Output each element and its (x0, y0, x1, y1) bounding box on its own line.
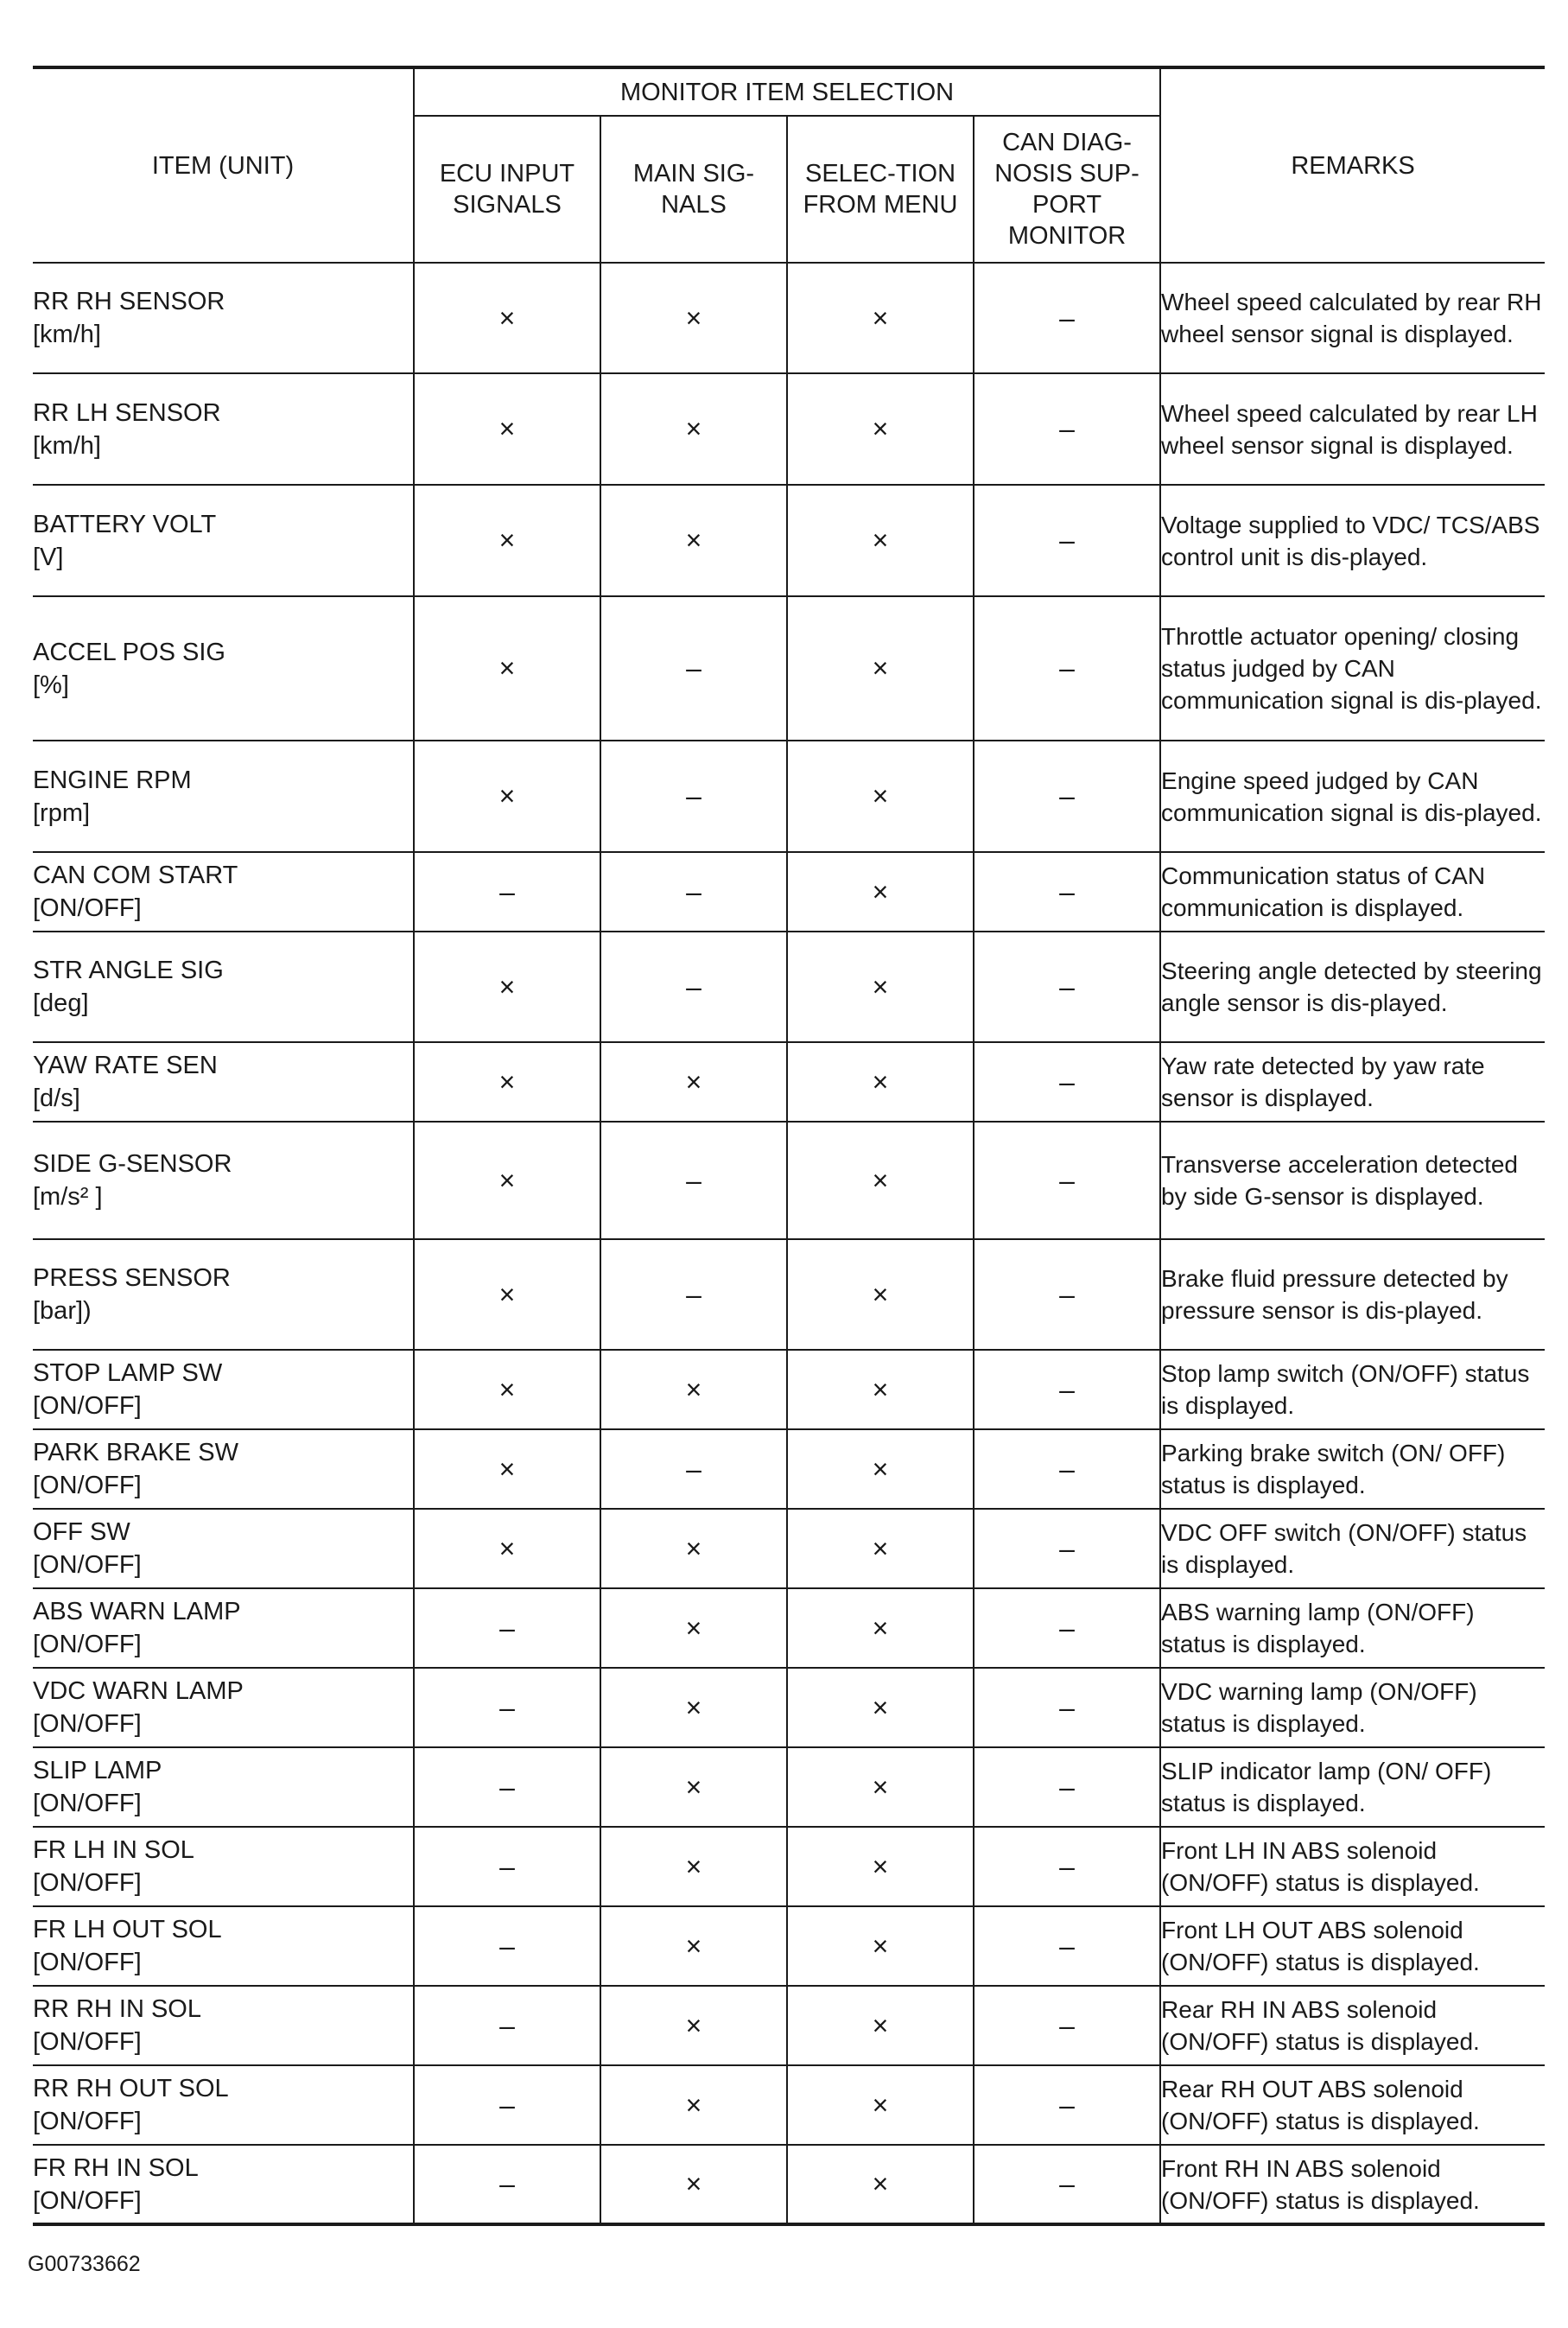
table-row (33, 1509, 1545, 1588)
item-unit: [ON/OFF] (33, 1710, 142, 1738)
can-diag-mark: – (974, 1668, 1160, 1747)
table-row (33, 741, 1545, 852)
selection-menu-mark: × (787, 2145, 974, 2224)
header-main-signals: MAIN SIG-NALS (600, 116, 787, 263)
can-diag-mark: – (974, 2145, 1160, 2224)
can-diag-mark: – (974, 1042, 1160, 1122)
ecu-input-mark: × (414, 1509, 600, 1588)
can-diag-mark: – (974, 596, 1160, 741)
item-name: RR LH SENSOR (33, 398, 221, 427)
header-ecu-input-signals: ECU INPUT SIGNALS (414, 116, 600, 263)
item-cell (33, 1668, 414, 1747)
ecu-input-mark: × (414, 1042, 600, 1122)
remarks-cell: Parking brake switch (ON/ OFF) status is displayed. (1160, 1429, 1545, 1509)
item-cell (33, 1122, 414, 1239)
table-row (33, 1668, 1545, 1747)
can-diag-mark: – (974, 1747, 1160, 1827)
item-cell (33, 1350, 414, 1429)
table-row (33, 2145, 1545, 2224)
main-signals-mark: × (600, 1588, 787, 1668)
item-name: STR ANGLE SIG (33, 957, 224, 984)
remarks-cell: Transverse acceleration detected by side G-sensor is displayed. (1160, 1122, 1545, 1239)
can-diag-mark: – (974, 1122, 1160, 1239)
item-cell (33, 1588, 414, 1668)
item-name: CAN COM START (33, 862, 238, 889)
main-signals-mark: – (600, 932, 787, 1042)
table-row (33, 1827, 1545, 1906)
main-signals-mark: × (600, 1350, 787, 1429)
can-diag-mark: – (974, 1827, 1160, 1906)
main-signals-mark: × (600, 263, 787, 373)
item-name: ENGINE RPM (33, 766, 192, 794)
item-name: ABS WARN LAMP (33, 1598, 241, 1625)
table-row (33, 1986, 1545, 2065)
item-cell (33, 1747, 414, 1827)
ecu-input-mark: × (414, 1429, 600, 1509)
item-unit: [ON/OFF] (33, 1869, 142, 1897)
table-row (33, 1350, 1545, 1429)
remarks-cell: Rear RH OUT ABS solenoid (ON/OFF) status is displayed. (1160, 2065, 1545, 2145)
item-name: SLIP LAMP (33, 1757, 162, 1784)
selection-menu-mark: × (787, 1986, 974, 2065)
main-signals-mark: × (600, 1042, 787, 1122)
ecu-input-mark: × (414, 1350, 600, 1429)
main-signals-mark: × (600, 485, 787, 596)
item-unit: [deg] (33, 989, 89, 1017)
remarks-cell: VDC warning lamp (ON/OFF) status is displayed. (1160, 1668, 1545, 1747)
remarks-cell: Rear RH IN ABS solenoid (ON/OFF) status is displayed. (1160, 1986, 1545, 2065)
selection-menu-mark: × (787, 1747, 974, 1827)
item-unit: [ON/OFF] (33, 1551, 142, 1579)
item-name: PARK BRAKE SW (33, 1439, 238, 1466)
item-unit: [bar]) (33, 1297, 92, 1325)
selection-menu-mark: × (787, 1509, 974, 1588)
item-cell (33, 1906, 414, 1986)
header-can-diagnosis-support-monitor: CAN DIAG-NOSIS SUP-PORT MONITOR (974, 116, 1160, 263)
remarks-cell: Brake fluid pressure detected by pressure sensor is dis-played. (1160, 1239, 1545, 1350)
selection-menu-mark: × (787, 1122, 974, 1239)
ecu-input-mark: – (414, 1747, 600, 1827)
table-row (33, 373, 1545, 485)
can-diag-mark: – (974, 1429, 1160, 1509)
ecu-input-mark: – (414, 1668, 600, 1747)
can-diag-mark: – (974, 485, 1160, 596)
item-name: OFF SW (33, 1518, 130, 1546)
table-row (33, 1906, 1545, 1986)
table-row (33, 2065, 1545, 2145)
item-name: FR LH OUT SOL (33, 1916, 222, 1943)
item-name: STOP LAMP SW (33, 1359, 223, 1387)
table-row (33, 263, 1545, 373)
selection-menu-mark: × (787, 1827, 974, 1906)
main-signals-mark: – (600, 852, 787, 932)
table-row (33, 1747, 1545, 1827)
selection-menu-mark: × (787, 1042, 974, 1122)
can-diag-mark: – (974, 932, 1160, 1042)
item-cell (33, 1042, 414, 1122)
main-signals-mark: × (600, 1986, 787, 2065)
main-signals-mark: – (600, 1122, 787, 1239)
selection-menu-mark: × (787, 263, 974, 373)
item-unit: [ON/OFF] (33, 2186, 142, 2215)
table-row (33, 1588, 1545, 1668)
main-signals-mark: – (600, 741, 787, 852)
item-name: SIDE G-SENSOR (33, 1150, 232, 1178)
remarks-cell: Front LH IN ABS solenoid (ON/OFF) status is displayed. (1160, 1827, 1545, 1906)
can-diag-mark: – (974, 1350, 1160, 1429)
item-name: RR RH SENSOR (33, 288, 225, 315)
ecu-input-mark: × (414, 263, 600, 373)
main-signals-mark: – (600, 596, 787, 741)
main-signals-mark: – (600, 1239, 787, 1350)
ecu-input-mark: – (414, 1986, 600, 2065)
table-row (33, 1122, 1545, 1239)
can-diag-mark: – (974, 2065, 1160, 2145)
item-cell (33, 373, 414, 485)
table-row (33, 852, 1545, 932)
main-signals-mark: × (600, 373, 787, 485)
item-unit: [V] (33, 543, 64, 571)
table-row (33, 596, 1545, 741)
remarks-cell: Wheel speed calculated by rear RH wheel sensor signal is displayed. (1160, 263, 1545, 373)
can-diag-mark: – (974, 373, 1160, 485)
item-unit: [ON/OFF] (33, 1472, 142, 1499)
item-cell (33, 596, 414, 741)
item-cell (33, 1239, 414, 1350)
ecu-input-mark: × (414, 932, 600, 1042)
selection-menu-mark: × (787, 932, 974, 1042)
item-cell (33, 1986, 414, 2065)
remarks-cell: SLIP indicator lamp (ON/ OFF) status is displayed. (1160, 1747, 1545, 1827)
header-item-unit: ITEM (UNIT) (33, 67, 414, 263)
item-unit: [ON/OFF] (33, 2028, 142, 2056)
ecu-input-mark: – (414, 1906, 600, 1986)
table-row (33, 1042, 1545, 1122)
remarks-cell: Front RH IN ABS solenoid (ON/OFF) status is displayed. (1160, 2145, 1545, 2224)
ecu-input-mark: – (414, 2065, 600, 2145)
ecu-input-mark: × (414, 485, 600, 596)
remarks-cell: Yaw rate detected by yaw rate sensor is displayed. (1160, 1042, 1545, 1122)
can-diag-mark: – (974, 263, 1160, 373)
header-remarks: REMARKS (1160, 67, 1545, 263)
item-unit: [rpm] (33, 798, 91, 827)
item-unit: [ON/OFF] (33, 1631, 142, 1658)
ecu-input-mark: – (414, 852, 600, 932)
header-monitor-item-selection: MONITOR ITEM SELECTION (414, 67, 1160, 116)
item-unit: [ON/OFF] (33, 894, 142, 922)
remarks-cell: Throttle actuator opening/ closing status judged by CAN communication signal is dis-played. (1160, 596, 1545, 741)
selection-menu-mark: × (787, 1906, 974, 1986)
item-name: BATTERY VOLT (33, 510, 217, 538)
item-cell (33, 263, 414, 373)
item-name: RR RH IN SOL (33, 1995, 201, 2023)
remarks-cell: Communication status of CAN communication is displayed. (1160, 852, 1545, 932)
remarks-cell: Steering angle detected by steering angle sensor is dis-played. (1160, 932, 1545, 1042)
selection-menu-mark: × (787, 1429, 974, 1509)
remarks-cell: Engine speed judged by CAN communication signal is dis-played. (1160, 741, 1545, 852)
main-signals-mark: – (600, 1429, 787, 1509)
main-signals-mark: × (600, 1668, 787, 1747)
selection-menu-mark: × (787, 2065, 974, 2145)
main-signals-mark: × (600, 2145, 787, 2224)
item-unit: [km/h] (33, 321, 101, 348)
item-name: YAW RATE SEN (33, 1052, 218, 1079)
main-signals-mark: × (600, 1906, 787, 1986)
item-unit: [d/s] (33, 1084, 80, 1112)
page-id: G00733662 (28, 2252, 141, 2276)
item-name: FR LH IN SOL (33, 1836, 194, 1864)
item-name: RR RH OUT SOL (33, 2075, 229, 2102)
selection-menu-mark: × (787, 596, 974, 741)
monitor-item-table (33, 66, 1545, 2226)
can-diag-mark: – (974, 1986, 1160, 2065)
table-body (33, 263, 1545, 2224)
can-diag-mark: – (974, 741, 1160, 852)
item-cell (33, 1827, 414, 1906)
ecu-input-mark: × (414, 373, 600, 485)
can-diag-mark: – (974, 852, 1160, 932)
table-row (33, 1429, 1545, 1509)
item-unit: [ON/OFF] (33, 1392, 142, 1420)
remarks-cell: ABS warning lamp (ON/OFF) status is displayed. (1160, 1588, 1545, 1668)
item-cell (33, 2065, 414, 2145)
item-cell (33, 741, 414, 852)
item-cell (33, 852, 414, 932)
can-diag-mark: – (974, 1509, 1160, 1588)
ecu-input-mark: × (414, 741, 600, 852)
main-signals-mark: × (600, 2065, 787, 2145)
can-diag-mark: – (974, 1906, 1160, 1986)
can-diag-mark: – (974, 1239, 1160, 1350)
item-cell (33, 1429, 414, 1509)
selection-menu-mark: × (787, 741, 974, 852)
can-diag-mark: – (974, 1588, 1160, 1668)
selection-menu-mark: × (787, 485, 974, 596)
item-cell (33, 2145, 414, 2224)
table-row (33, 485, 1545, 596)
item-unit: [km/h] (33, 431, 101, 460)
selection-menu-mark: × (787, 1588, 974, 1668)
ecu-input-mark: × (414, 1239, 600, 1350)
selection-menu-mark: × (787, 373, 974, 485)
header-selection-from-menu: SELEC-TION FROM MENU (787, 116, 974, 263)
selection-menu-mark: × (787, 1350, 974, 1429)
item-cell (33, 485, 414, 596)
item-unit: [ON/OFF] (33, 1949, 142, 1976)
item-unit: [m/s² ] (33, 1183, 103, 1211)
selection-menu-mark: × (787, 1668, 974, 1747)
main-signals-mark: × (600, 1509, 787, 1588)
item-unit: [%] (33, 671, 69, 699)
main-signals-mark: × (600, 1827, 787, 1906)
ecu-input-mark: – (414, 2145, 600, 2224)
item-name: FR RH IN SOL (33, 2153, 199, 2182)
table-row (33, 932, 1545, 1042)
item-cell (33, 1509, 414, 1588)
remarks-cell: Stop lamp switch (ON/OFF) status is displayed. (1160, 1350, 1545, 1429)
ecu-input-mark: × (414, 1122, 600, 1239)
item-name: VDC WARN LAMP (33, 1677, 244, 1705)
item-unit: [ON/OFF] (33, 2108, 142, 2135)
item-name: ACCEL POS SIG (33, 638, 225, 666)
ecu-input-mark: – (414, 1827, 600, 1906)
selection-menu-mark: × (787, 852, 974, 932)
item-unit: [ON/OFF] (33, 1790, 142, 1817)
table-row (33, 1239, 1545, 1350)
remarks-cell: VDC OFF switch (ON/OFF) status is displayed. (1160, 1509, 1545, 1588)
item-cell (33, 932, 414, 1042)
remarks-cell: Voltage supplied to VDC/ TCS/ABS control unit is dis-played. (1160, 485, 1545, 596)
main-signals-mark: × (600, 1747, 787, 1827)
remarks-cell: Front LH OUT ABS solenoid (ON/OFF) status is displayed. (1160, 1906, 1545, 1986)
selection-menu-mark: × (787, 1239, 974, 1350)
item-name: PRESS SENSOR (33, 1264, 231, 1292)
ecu-input-mark: × (414, 596, 600, 741)
ecu-input-mark: – (414, 1588, 600, 1668)
remarks-cell: Wheel speed calculated by rear LH wheel sensor signal is displayed. (1160, 373, 1545, 485)
